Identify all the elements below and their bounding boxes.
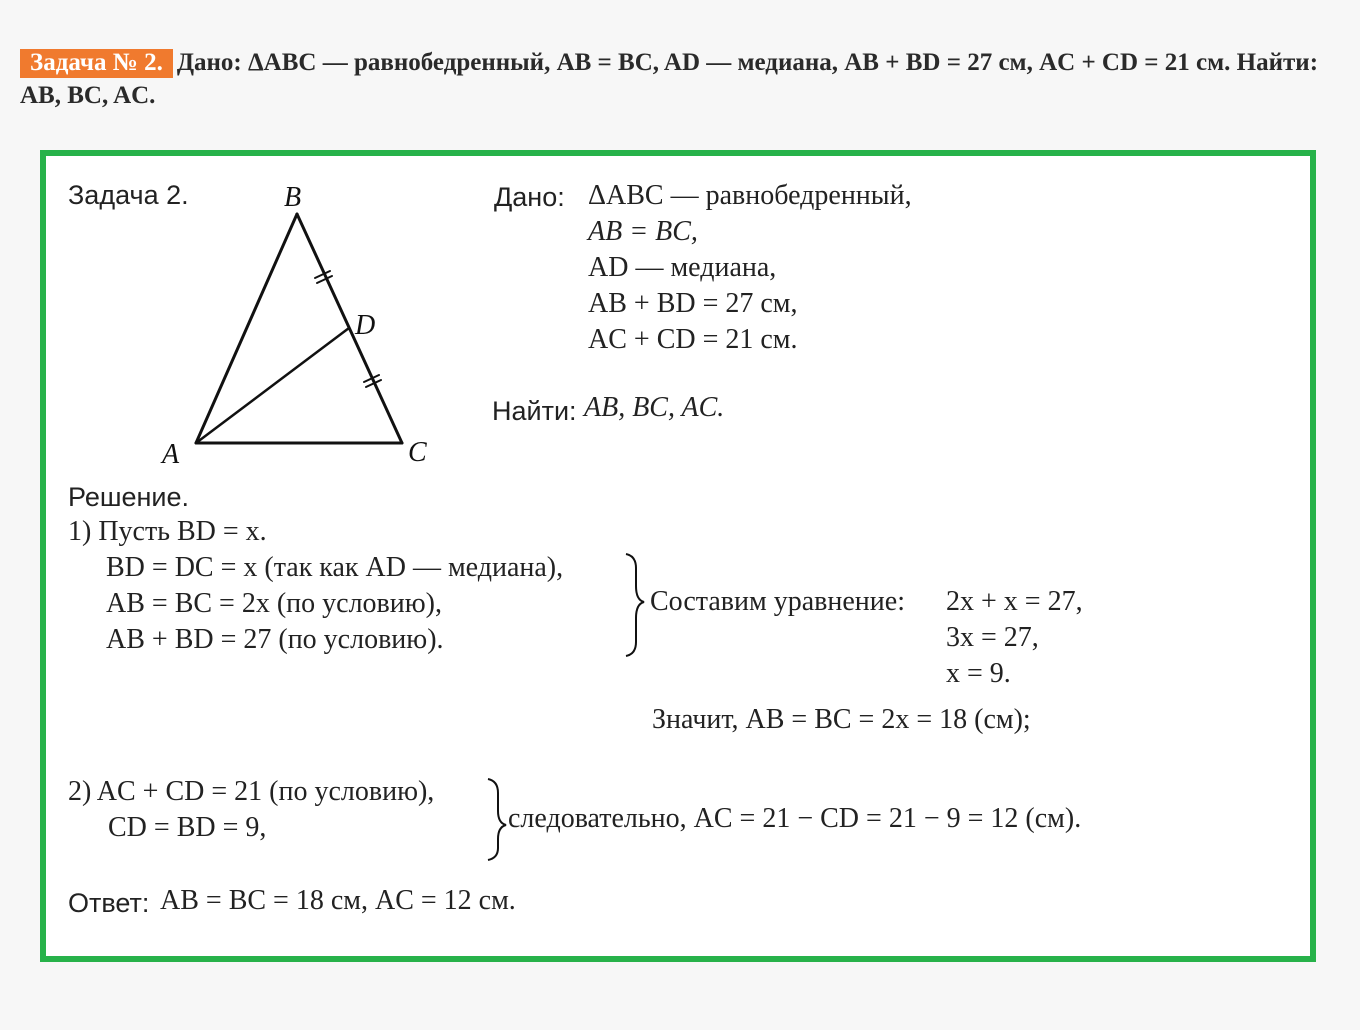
step1-line-3: AB + BD = 27 (по условию). <box>106 624 444 655</box>
problem-badge: Задача № 2. <box>20 49 173 78</box>
given-line-2: AB = BC, <box>588 216 698 247</box>
equation-label: Составим уравнение: <box>650 586 905 617</box>
step2-line-2: CD = BD = 9, <box>108 812 267 843</box>
equation-line-1: 2x + x = 27, <box>946 586 1083 617</box>
equation-line-3: x = 9. <box>946 658 1011 689</box>
vertex-b-label: B <box>284 182 302 213</box>
equation-line-2: 3x = 27, <box>946 622 1039 653</box>
step2-line-1: 2) AC + CD = 21 (по условию), <box>68 776 435 807</box>
answer-label: Ответ: <box>68 888 150 918</box>
task-title: Задача 2. <box>68 180 189 210</box>
find-text: AB, BC, AC. <box>584 392 725 423</box>
step1-line-2: AB = BC = 2x (по условию), <box>106 588 442 619</box>
solution-label: Решение. <box>68 482 190 512</box>
given-line-3: AD — медиана, <box>588 252 777 283</box>
step2-result: следовательно, AC = 21 − CD = 21 − 9 = 12 (см). <box>508 803 1082 834</box>
given-line-1: ΔABC — равнобедренный, <box>588 180 912 211</box>
vertex-d-label: D <box>355 310 376 341</box>
solution-card <box>40 150 1316 962</box>
step1-intro: 1) Пусть BD = x. <box>68 516 267 547</box>
problem-text: Дано: ΔABC — равнобедренный, AB = BC, AD — медиана, AB + BD = 27 см, AC + CD = 21 см. Найти: AB, BC, AC. <box>20 49 1319 109</box>
vertex-c-label: C <box>408 437 427 468</box>
given-line-5: AC + CD = 21 см. <box>588 324 798 355</box>
step1-line-1: BD = DC = x (так как AD — медиана), <box>106 552 564 583</box>
problem-statement <box>20 46 1345 112</box>
answer-text: AB = BC = 18 см, AC = 12 см. <box>160 885 516 916</box>
given-line-4: AB + BD = 27 см, <box>588 288 798 319</box>
find-label: Найти: <box>492 396 577 426</box>
step1-conclusion: Значит, AB = BC = 2x = 18 (см); <box>652 704 1031 735</box>
given-label: Дано: <box>494 182 565 212</box>
vertex-a-label: A <box>162 439 180 470</box>
